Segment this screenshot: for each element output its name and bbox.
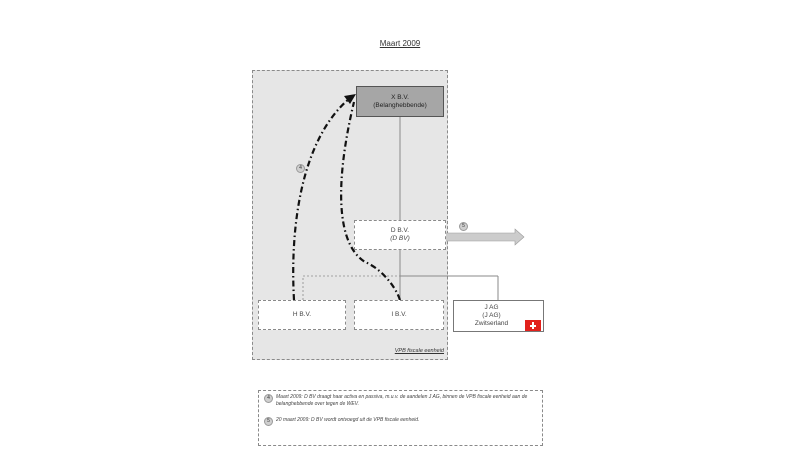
- entity-h-name: H B.V.: [292, 311, 312, 318]
- legend-box: [258, 390, 543, 446]
- swiss-flag-icon: [525, 320, 541, 331]
- legend-text-4: Maart 2009: D BV draagt haar activa en passiva, m.u.v. de aandelen J AG, binnen de VPB fiscale eenheid aan de belanghebbende over tegen de WEV.: [276, 394, 528, 407]
- entity-j-country: Zwitserland: [474, 320, 509, 327]
- entity-h-bv: [258, 300, 346, 330]
- legend-item-5: [264, 417, 537, 426]
- entity-i-name: I B.V.: [391, 311, 407, 318]
- legend-item-4: [264, 394, 537, 407]
- fiscal-unit-label: VPB fiscale eenheid: [394, 348, 444, 354]
- entity-x-name: X B.V.: [391, 93, 409, 101]
- entity-i-bv: [354, 300, 444, 330]
- entity-x-role: (Belanghebbende): [373, 101, 427, 109]
- entity-d-bv: [354, 220, 446, 250]
- entity-x-bv: [356, 86, 444, 117]
- diagram-title: Maart 2009: [379, 39, 421, 48]
- legend-badge-5: 5: [264, 417, 273, 426]
- entity-d-sub: (D BV): [390, 235, 410, 242]
- transfer-path-i: [341, 102, 400, 300]
- dashed-subframe: [303, 276, 400, 300]
- entity-d-name: D B.V.: [390, 227, 410, 234]
- step-5-badge: 5: [459, 222, 468, 231]
- legend-badge-4: 4: [264, 394, 273, 403]
- legend-text-5: 20 maart 2009: D BV wordt ontvoegd uit de VPB fiscale eenheid.: [276, 417, 420, 423]
- entity-j-name: J AG: [484, 304, 499, 311]
- step-4-badge: 4: [296, 164, 305, 173]
- entity-j-sub: (J AG): [482, 312, 501, 319]
